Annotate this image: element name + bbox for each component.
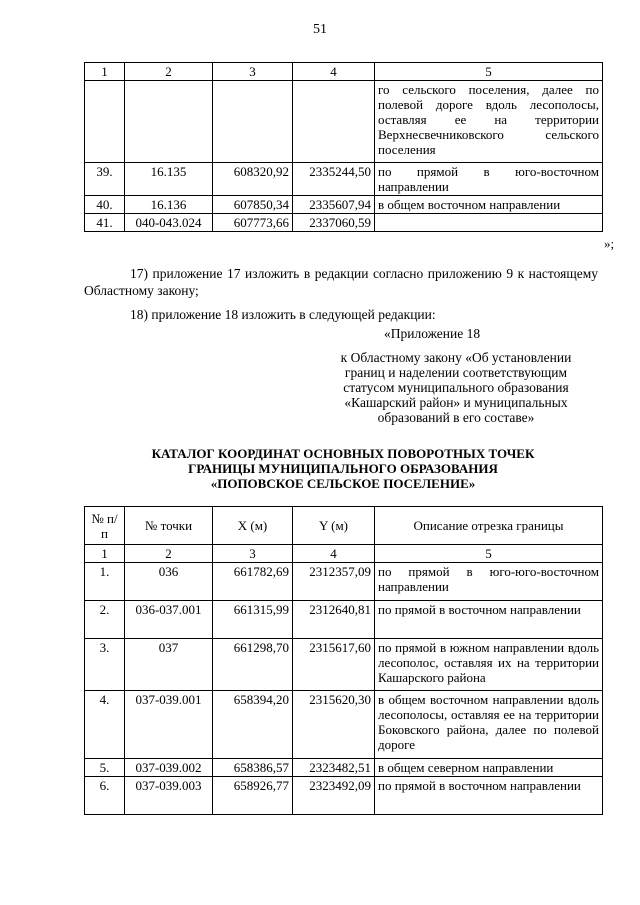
x-coordinate: [213, 81, 293, 163]
appendix-line: образований в его составе»: [377, 410, 535, 425]
point-id: 037-039.002: [125, 759, 213, 777]
paragraph-item-17: 17) приложение 17 изложить в редакции согласно приложению 9 к настоящему Областному закону;: [84, 266, 598, 298]
segment-description: в общем северном направлении: [375, 759, 603, 777]
header-cell: 2: [125, 63, 213, 81]
table-header-row: [85, 63, 603, 81]
table-header-row: [85, 507, 603, 545]
y-coordinate: 2315620,30: [293, 691, 375, 759]
y-coordinate: 2323492,09: [293, 777, 375, 815]
y-coordinate: 2335244,50: [293, 163, 375, 196]
x-coordinate: 658394,20: [213, 691, 293, 759]
table-row: [85, 163, 603, 196]
point-id: 037-039.003: [125, 777, 213, 815]
closing-quote: »;: [604, 236, 615, 251]
row-number: 5.: [85, 759, 125, 777]
appendix-line: статусом муниципального образования: [343, 380, 569, 395]
table-row: [85, 777, 603, 815]
y-coordinate: 2312357,09: [293, 563, 375, 601]
column-number: 5: [375, 545, 603, 563]
y-coordinate: 2335607,94: [293, 196, 375, 214]
appendix-heading: «Приложение 18: [384, 326, 481, 341]
row-number: 39.: [85, 163, 125, 196]
x-coordinate: 608320,92: [213, 163, 293, 196]
column-number: 2: [125, 545, 213, 563]
table-row: [85, 81, 603, 163]
catalog-title: [84, 446, 602, 491]
y-coordinate: 2323482,51: [293, 759, 375, 777]
appendix-line: к Областному закону «Об установлении: [340, 350, 572, 365]
point-id: [125, 81, 213, 163]
x-coordinate: 658386,57: [213, 759, 293, 777]
x-coordinate: 607773,66: [213, 214, 293, 232]
appendix-line: границ и наделении соответствующим: [344, 365, 568, 380]
x-coordinate: 661315,99: [213, 601, 293, 639]
row-number: 41.: [85, 214, 125, 232]
column-header: X (м): [213, 507, 293, 545]
point-id: 040-043.024: [125, 214, 213, 232]
segment-description: в общем восточном направлении вдоль лесополосы, оставляя ее на территории Боковского района, далее по полевой дороге: [375, 691, 603, 759]
appendix-reference: [310, 350, 602, 425]
y-coordinate: 2312640,81: [293, 601, 375, 639]
coordinates-table-continued: [84, 62, 603, 232]
header-cell: 5: [375, 63, 603, 81]
page-number: 51: [313, 22, 327, 37]
row-number: 4.: [85, 691, 125, 759]
point-id: 16.136: [125, 196, 213, 214]
column-number: 4: [293, 545, 375, 563]
segment-description: по прямой в юго-восточном направлении: [375, 163, 603, 196]
point-id: 037-039.001: [125, 691, 213, 759]
row-number: 2.: [85, 601, 125, 639]
coordinates-table: [84, 506, 603, 815]
header-cell: 3: [213, 63, 293, 81]
table-row: [85, 563, 603, 601]
table-row: [85, 759, 603, 777]
title-line: ГРАНИЦЫ МУНИЦИПАЛЬНОГО ОБРАЗОВАНИЯ: [188, 461, 498, 476]
x-coordinate: 607850,34: [213, 196, 293, 214]
title-line: «ПОПОВСКОЕ СЕЛЬСКОЕ ПОСЕЛЕНИЕ»: [210, 476, 476, 491]
segment-description: го сельского поселения, далее по полевой дороге вдоль лесополосы, оставляя ее на территории Верхнесвечниковского сельского поселения: [375, 81, 603, 163]
column-number-row: [85, 545, 603, 563]
column-number: 1: [85, 545, 125, 563]
segment-description: по прямой в южном направлении вдоль лесополос, оставляя их на территории Кашарского района: [375, 639, 603, 691]
column-header: № точки: [125, 507, 213, 545]
paragraph-item-18: 18) приложение 18 изложить в следующей редакции:: [130, 307, 436, 322]
segment-description: в общем восточном направлении: [375, 196, 603, 214]
title-line: КАТАЛОГ КООРДИНАТ ОСНОВНЫХ ПОВОРОТНЫХ ТОЧЕК: [151, 446, 535, 461]
point-id: 037: [125, 639, 213, 691]
segment-description: по прямой в восточном направлении: [375, 777, 603, 815]
x-coordinate: 658926,77: [213, 777, 293, 815]
column-header: Описание отрезка границы: [375, 507, 603, 545]
table-row: [85, 639, 603, 691]
point-id: 036-037.001: [125, 601, 213, 639]
y-coordinate: [293, 81, 375, 163]
table-row: [85, 691, 603, 759]
x-coordinate: 661782,69: [213, 563, 293, 601]
column-header: № п/п: [85, 507, 125, 545]
row-number: 40.: [85, 196, 125, 214]
x-coordinate: 661298,70: [213, 639, 293, 691]
row-number: 1.: [85, 563, 125, 601]
table-row: [85, 196, 603, 214]
y-coordinate: 2315617,60: [293, 639, 375, 691]
column-number: 3: [213, 545, 293, 563]
segment-description: по прямой в юго-юго-восточном направлении: [375, 563, 603, 601]
y-coordinate: 2337060,59: [293, 214, 375, 232]
point-id: 036: [125, 563, 213, 601]
point-id: 16.135: [125, 163, 213, 196]
table-row: [85, 601, 603, 639]
row-number: [85, 81, 125, 163]
column-header: Y (м): [293, 507, 375, 545]
header-cell: 1: [85, 63, 125, 81]
row-number: 6.: [85, 777, 125, 815]
segment-description: по прямой в восточном направлении: [375, 601, 603, 639]
table-row: [85, 214, 603, 232]
appendix-line: «Кашарский район» и муниципальных: [344, 395, 568, 410]
segment-description: [375, 214, 603, 232]
header-cell: 4: [293, 63, 375, 81]
row-number: 3.: [85, 639, 125, 691]
